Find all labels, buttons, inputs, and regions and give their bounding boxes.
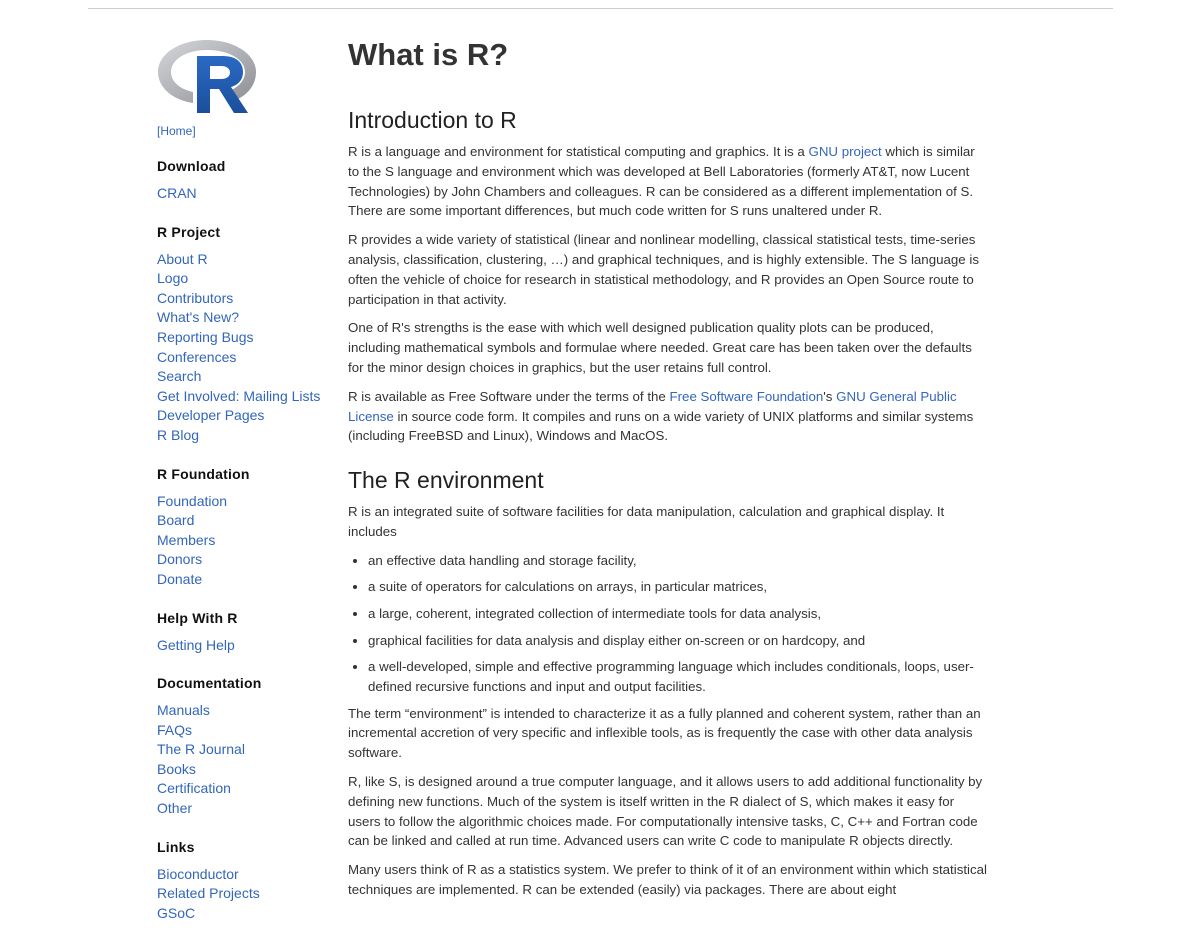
feature-list — [348, 551, 988, 697]
sidebar-item — [157, 799, 332, 819]
page-title: What is R? — [348, 37, 509, 72]
sidebar-section-title: Documentation — [157, 675, 262, 692]
sidebar-link-get-involved-mailing-lists[interactable]: Get Involved: Mailing Lists — [157, 387, 321, 404]
sidebar-list — [157, 701, 332, 819]
top-rule — [88, 8, 1113, 9]
sidebar-link-certification[interactable]: Certification — [157, 780, 231, 797]
sidebar-item — [157, 348, 332, 368]
sidebar-item — [157, 550, 332, 570]
sidebar-item — [157, 636, 332, 656]
gnu-project-link[interactable]: GNU project — [808, 144, 882, 159]
sidebar-section-title: Help With R — [157, 609, 238, 626]
feature-list-item: • graphical facilities for data analysis and display either on-screen or on hardcopy, and — [368, 631, 988, 651]
r-logo[interactable] — [157, 36, 257, 116]
sidebar-link-developer-pages[interactable]: Developer Pages — [157, 407, 265, 424]
sidebar-item — [157, 721, 332, 741]
sidebar-link-bioconductor[interactable]: Bioconductor — [157, 865, 239, 882]
sidebar-list — [157, 184, 332, 204]
sidebar-item — [157, 269, 332, 289]
sidebar-item — [157, 387, 332, 407]
sidebar-link-r-blog[interactable]: R Blog — [157, 426, 200, 443]
sidebar-item — [157, 250, 332, 270]
sidebar-section-title: Links — [157, 838, 195, 855]
sidebar-item — [157, 865, 332, 885]
sidebar-item — [157, 328, 332, 348]
sidebar-link-foundation[interactable]: Foundation — [157, 492, 228, 509]
gpl-link[interactable]: GNU General Public License — [348, 388, 957, 424]
intro-paragraph-1: R is a language and environment for statistical computing and graphics. It is a GNU project which is similar to the S language and environment which was developed at Bell Laboratories (formerly AT&T, now Lucent Technologies) by John Chambers and colleagues. R can be considered as a different implementation of S. There are some important differences, but much code written for S runs unaltered under R. — [348, 144, 975, 219]
sidebar-item — [157, 701, 332, 721]
home-link[interactable]: [Home] — [157, 124, 196, 138]
environment-paragraph-4: Many users think of R as a statistics system. We prefer to think of it of an environment within which statistical techniques are implemented. R can be extended (easily) via packages. There are about eight — [348, 862, 987, 897]
sidebar-item — [157, 289, 332, 309]
sidebar-item — [157, 904, 332, 924]
sidebar-link-other[interactable]: Other — [157, 800, 193, 817]
sidebar-list — [157, 636, 332, 656]
sidebar-link-faqs[interactable]: FAQs — [157, 721, 193, 738]
sidebar-link-board[interactable]: Board — [157, 512, 195, 529]
sidebar-link-conferences[interactable]: Conferences — [157, 348, 237, 365]
fsf-link[interactable]: Free Software Foundation — [669, 388, 824, 404]
sidebar-link-related-projects[interactable]: Related Projects — [157, 885, 260, 902]
feature-list-item: • a suite of operators for calculations on arrays, in particular matrices, — [368, 577, 988, 597]
environment-paragraph-2: The term “environment” is intended to characterize it as a fully planned and coherent system, rather than an incremental accretion of very specific and inflexible tools, as is frequently the case with other data analysis software. — [348, 705, 981, 761]
sidebar-link-the-r-journal[interactable]: The R Journal — [157, 741, 245, 758]
sidebar-link-manuals[interactable]: Manuals — [157, 702, 210, 719]
sidebar-link-books[interactable]: Books — [157, 760, 196, 777]
sidebar-item — [157, 511, 332, 531]
feature-list-item: • an effective data handling and storage facility, — [368, 551, 988, 571]
sidebar-section-title: R Project — [157, 223, 221, 240]
sidebar-item — [157, 184, 332, 204]
sidebar-link-what-s-new[interactable]: What's New? — [157, 309, 240, 326]
main-content — [348, 38, 988, 909]
sidebar-link-donate[interactable]: Donate — [157, 570, 203, 587]
sidebar-list — [157, 492, 332, 590]
feature-list-item: • a well-developed, simple and effective programming language which includes conditionals, loops, user-defined recursive functions and input and output facilities. — [368, 657, 988, 697]
environment-paragraph-3: R, like S, is designed around a true computer language, and it allows users to add additional functionality by defining new functions. Much of the system is itself written in the R dialect of S, which makes it easy for users to follow the algorithmic choices made. For computationally intensive tasks, C, C++ and Fortran code can be linked and called at run time. Advanced users can write C code to manipulate R objects directly. — [348, 773, 983, 849]
environment-paragraph-1: R is an integrated suite of software facilities for data manipulation, calculation and graphical display. It includes — [348, 504, 945, 539]
sidebar-link-getting-help[interactable]: Getting Help — [157, 636, 235, 653]
sidebar-item — [157, 884, 332, 904]
sidebar-item — [157, 779, 332, 799]
sidebar-link-donors[interactable]: Donors — [157, 551, 203, 568]
sidebar-item — [157, 492, 332, 512]
sidebar-item — [157, 426, 332, 446]
sidebar-section-title: Download — [157, 158, 226, 174]
sidebar-sections — [157, 158, 332, 923]
sidebar-link-search[interactable]: Search — [157, 368, 202, 385]
sidebar-link-logo[interactable]: Logo — [157, 270, 189, 287]
sidebar-item — [157, 308, 332, 328]
sidebar-link-reporting-bugs[interactable]: Reporting Bugs — [157, 328, 254, 345]
environment-heading: The R environment — [348, 467, 544, 494]
intro-heading: Introduction to R — [348, 107, 517, 133]
sidebar — [157, 36, 332, 943]
sidebar-item — [157, 570, 332, 590]
sidebar-link-gsoc[interactable]: GSoC — [157, 904, 196, 921]
sidebar-list — [157, 865, 332, 924]
sidebar-item — [157, 406, 332, 426]
feature-list-item: • a large, coherent, integrated collection of intermediate tools for data analysis, — [368, 604, 988, 624]
sidebar-item — [157, 760, 332, 780]
sidebar-link-about-r[interactable]: About R — [157, 250, 208, 267]
sidebar-section-title: R Foundation — [157, 465, 250, 482]
sidebar-list — [157, 250, 332, 446]
intro-paragraph-3: One of R's strengths is the ease with which well designed publication quality plots can be produced, including mathematical symbols and formulae where needed. Great care has been taken over the defaults for the minor design choices in graphics, but the user retains full control. — [348, 320, 972, 375]
sidebar-item — [157, 531, 332, 551]
intro-paragraph-2: R provides a wide variety of statistical (linear and nonlinear modelling, classical statistical tests, time-series analysis, classification, clustering, …) and graphical techniques, and is highly extensible. The S language is often the vehicle of choice for research in statistical methodology, and R provides an Open Source route to participation in that activity. — [348, 232, 979, 307]
sidebar-link-members[interactable]: Members — [157, 531, 216, 548]
sidebar-link-cran[interactable]: CRAN — [157, 185, 197, 201]
sidebar-item — [157, 740, 332, 760]
intro-paragraph-4: R is available as Free Software under the terms of the Free Software Foundation's GNU General Public License in source code form. It compiles and runs on a wide variety of UNIX platforms and similar systems (including FreeBSD and Linux), Windows and MacOS. — [348, 388, 974, 444]
sidebar-item — [157, 367, 332, 387]
sidebar-link-contributors[interactable]: Contributors — [157, 289, 234, 306]
